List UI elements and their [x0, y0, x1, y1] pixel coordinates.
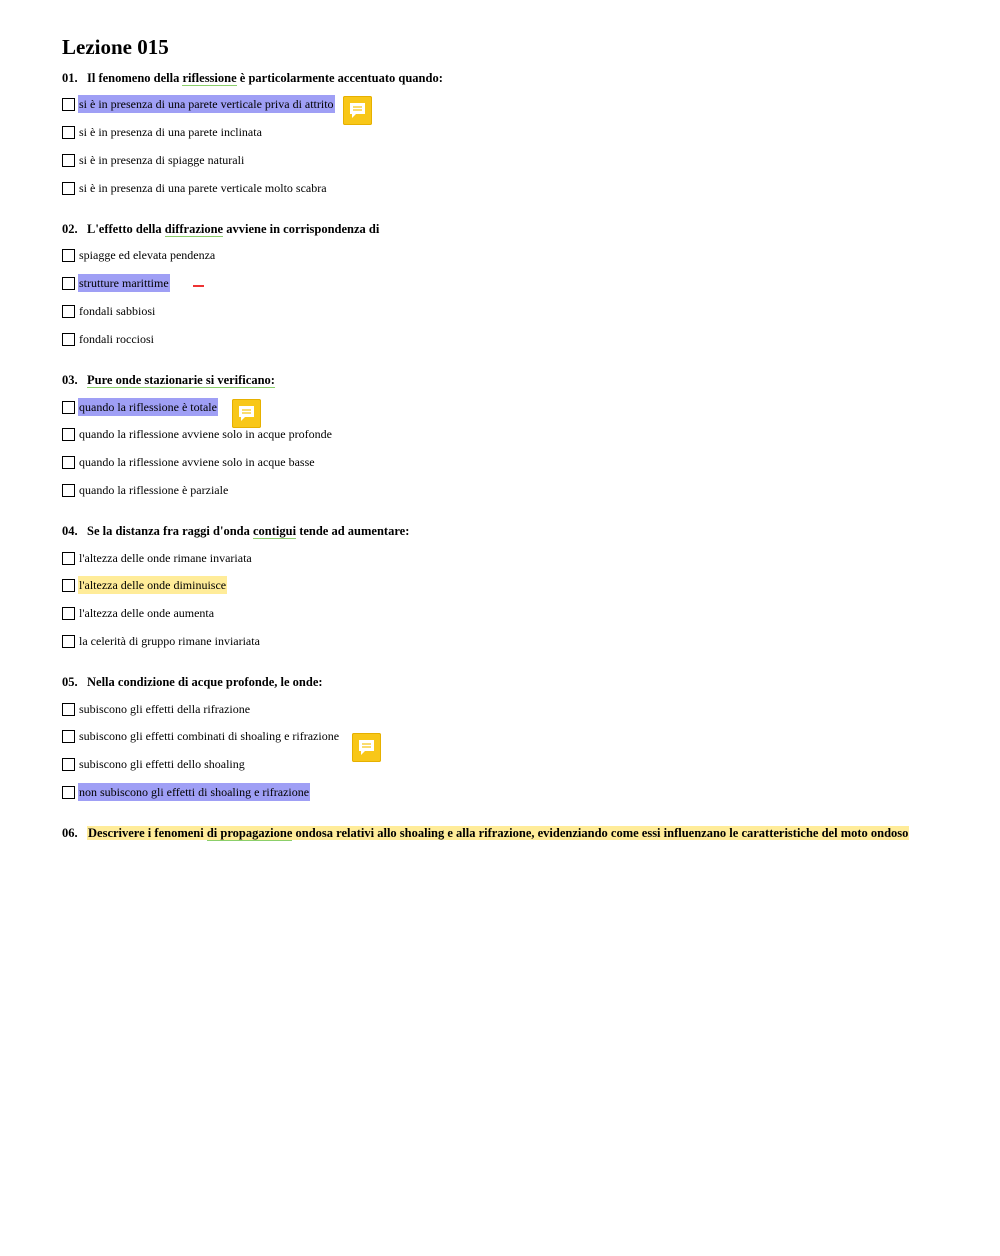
- option-label: subiscono gli effetti combinati di shoaling e rifrazione: [79, 729, 340, 743]
- option-label: l'altezza delle onde diminuisce: [79, 578, 227, 592]
- question-keyword: riflessione: [182, 71, 237, 85]
- question-text: Il fenomeno della: [87, 71, 183, 85]
- checkbox-icon[interactable]: [62, 579, 75, 592]
- question-number: 04.: [62, 524, 78, 538]
- comment-note-icon[interactable]: [343, 96, 372, 125]
- option-label: l'altezza delle onde rimane invariata: [79, 551, 252, 565]
- question-number: 01.: [62, 71, 78, 85]
- page-title: Lezione 015: [62, 35, 169, 59]
- option-label: non subiscono gli effetti di shoaling e rifrazione: [79, 785, 310, 799]
- question-text: ondosa relativi allo shoaling e alla rifrazione, evidenziando come essi influenzano le caratteristiche del moto ondoso: [292, 826, 909, 840]
- checkbox-icon[interactable]: [62, 456, 75, 469]
- option-05-d[interactable]: [62, 783, 310, 801]
- checkbox-icon[interactable]: [62, 98, 75, 111]
- option-label: l'altezza delle onde aumenta: [79, 606, 215, 620]
- question-text: Nella condizione di acque profonde, le onde:: [87, 675, 323, 689]
- option-label: la celerità di gruppo rimane inviariata: [79, 634, 260, 648]
- checkbox-icon[interactable]: [62, 182, 75, 195]
- option-04-b[interactable]: [62, 576, 227, 594]
- question-number: 03.: [62, 373, 78, 387]
- question-text: Descrivere i fenomeni: [88, 826, 207, 840]
- question-text: Se la distanza fra raggi d'onda: [87, 524, 253, 538]
- question-text: avviene in corrispondenza di: [223, 222, 380, 236]
- option-05-a[interactable]: [62, 700, 251, 718]
- question-04: [62, 522, 409, 540]
- checkbox-icon[interactable]: [62, 607, 75, 620]
- question-keyword: Pure onde stazionarie si verificano:: [87, 373, 275, 387]
- option-01-c[interactable]: [62, 151, 245, 169]
- option-label: spiagge ed elevata pendenza: [79, 248, 216, 262]
- option-03-b[interactable]: [62, 425, 333, 443]
- checkbox-icon[interactable]: [62, 552, 75, 565]
- option-label: quando la riflessione avviene solo in acque basse: [79, 455, 315, 469]
- checkbox-icon[interactable]: [62, 786, 75, 799]
- option-label: strutture marittime: [79, 276, 169, 290]
- question-number: 05.: [62, 675, 78, 689]
- checkbox-icon[interactable]: [62, 126, 75, 139]
- checkbox-icon[interactable]: [62, 333, 75, 346]
- checkbox-icon[interactable]: [62, 635, 75, 648]
- option-01-b[interactable]: [62, 123, 263, 141]
- checkbox-icon[interactable]: [62, 730, 75, 743]
- checkbox-icon[interactable]: [62, 401, 75, 414]
- option-02-d[interactable]: [62, 330, 155, 348]
- option-label: subiscono gli effetti dello shoaling: [79, 757, 245, 771]
- option-02-c[interactable]: [62, 302, 156, 320]
- option-01-a[interactable]: [62, 95, 335, 113]
- question-02: [62, 220, 379, 238]
- option-05-c[interactable]: [62, 755, 246, 773]
- option-label: fondali rocciosi: [79, 332, 154, 346]
- option-label: si è in presenza di una parete verticale molto scabra: [79, 181, 327, 195]
- question-keyword: contigui: [253, 524, 297, 538]
- comment-note-icon[interactable]: [352, 733, 381, 762]
- question-text-highlighted: [87, 826, 909, 840]
- checkbox-icon[interactable]: [62, 428, 75, 441]
- checkbox-icon[interactable]: [62, 484, 75, 497]
- option-label: quando la riflessione avviene solo in acque profonde: [79, 427, 332, 441]
- option-label: subiscono gli effetti della rifrazione: [79, 702, 251, 716]
- option-label: si è in presenza di una parete verticale priva di attrito: [79, 97, 334, 111]
- checkbox-icon[interactable]: [62, 154, 75, 167]
- question-text: L'effetto della: [87, 222, 165, 236]
- option-label: quando la riflessione è totale: [79, 400, 217, 414]
- option-02-b[interactable]: [62, 274, 170, 292]
- option-04-c[interactable]: [62, 604, 215, 622]
- checkbox-icon[interactable]: [62, 758, 75, 771]
- checkbox-icon[interactable]: [62, 277, 75, 290]
- option-04-a[interactable]: [62, 549, 253, 567]
- checkbox-icon[interactable]: [62, 305, 75, 318]
- checkbox-icon[interactable]: [62, 249, 75, 262]
- checkbox-icon[interactable]: [62, 703, 75, 716]
- option-03-d[interactable]: [62, 481, 229, 499]
- option-04-d[interactable]: [62, 632, 261, 650]
- option-label: quando la riflessione è parziale: [79, 483, 229, 497]
- option-03-c[interactable]: [62, 453, 316, 471]
- option-label: fondali sabbiosi: [79, 304, 156, 318]
- option-label: si è in presenza di spiagge naturali: [79, 153, 245, 167]
- question-keyword: di propagazione: [206, 826, 293, 840]
- option-02-a[interactable]: [62, 246, 216, 264]
- comment-note-icon[interactable]: [232, 399, 261, 428]
- option-05-b[interactable]: [62, 727, 340, 745]
- option-01-d[interactable]: [62, 179, 328, 197]
- question-text: è particolarmente accentuato quando:: [236, 71, 443, 85]
- question-text: tende ad aumentare:: [296, 524, 410, 538]
- question-05: [62, 673, 323, 691]
- question-03: [62, 371, 275, 389]
- strikeout-mark[interactable]: [193, 285, 204, 287]
- option-label: si è in presenza di una parete inclinata: [79, 125, 262, 139]
- question-01: [62, 69, 443, 87]
- question-number: 06.: [62, 826, 78, 840]
- question-keyword: diffrazione: [164, 222, 224, 236]
- option-03-a[interactable]: [62, 398, 218, 416]
- question-number: 02.: [62, 222, 78, 236]
- question-06: [62, 823, 909, 843]
